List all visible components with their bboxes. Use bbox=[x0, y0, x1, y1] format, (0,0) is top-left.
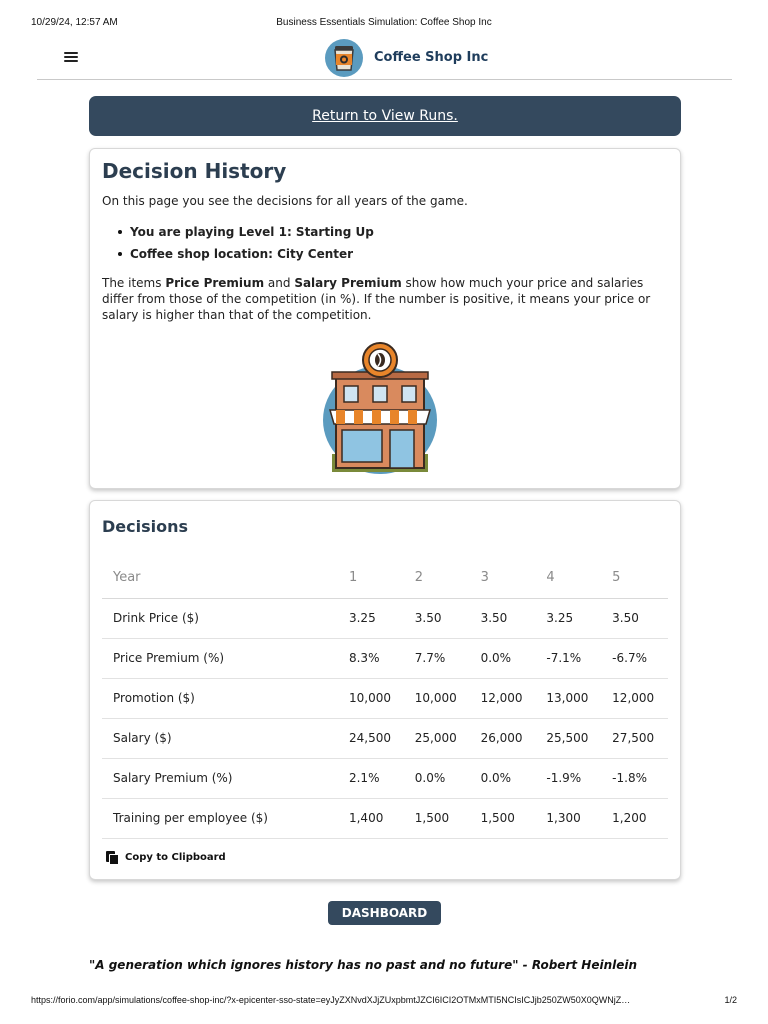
table-cell: Salary ($) bbox=[102, 718, 339, 758]
print-title: Business Essentials Simulation: Coffee Shop Inc bbox=[276, 17, 492, 28]
table-cell: 1,300 bbox=[536, 798, 602, 838]
column-header: 2 bbox=[405, 558, 471, 598]
decisions-table bbox=[102, 558, 668, 839]
table-cell: 25,000 bbox=[405, 718, 471, 758]
table-cell: 1,200 bbox=[602, 798, 668, 838]
table-row bbox=[102, 718, 668, 758]
table-cell: 3.50 bbox=[602, 598, 668, 638]
table-cell: 0.0% bbox=[471, 758, 537, 798]
table-cell: 0.0% bbox=[471, 638, 537, 678]
column-header: Year bbox=[102, 558, 339, 598]
salary-premium-term: Salary Premium bbox=[294, 276, 402, 290]
copy-to-clipboard-button[interactable] bbox=[106, 851, 236, 865]
level-info: You are playing Level 1: Starting Up bbox=[112, 221, 668, 243]
table-cell: -6.7% bbox=[602, 638, 668, 678]
table-cell: 3.25 bbox=[536, 598, 602, 638]
table-header-row bbox=[102, 558, 668, 598]
decisions-title: Decisions bbox=[102, 517, 189, 536]
app-topbar bbox=[37, 34, 732, 80]
table-cell: 27,500 bbox=[602, 718, 668, 758]
price-premium-term: Price Premium bbox=[165, 276, 265, 290]
table-cell: -1.8% bbox=[602, 758, 668, 798]
table-row bbox=[102, 678, 668, 718]
copy-icon bbox=[106, 851, 119, 865]
table-cell: -7.1% bbox=[536, 638, 602, 678]
table-cell: 25,500 bbox=[536, 718, 602, 758]
print-footer bbox=[31, 995, 737, 1009]
location-info: Coffee shop location: City Center bbox=[112, 243, 668, 265]
table-cell: 1,400 bbox=[339, 798, 405, 838]
column-header: 3 bbox=[471, 558, 537, 598]
table-cell: 7.7% bbox=[405, 638, 471, 678]
table-row bbox=[102, 758, 668, 798]
table-cell: 0.0% bbox=[405, 758, 471, 798]
table-cell: 12,000 bbox=[602, 678, 668, 718]
table-cell: Salary Premium (%) bbox=[102, 758, 339, 798]
decisions-card bbox=[89, 500, 681, 880]
table-cell: 8.3% bbox=[339, 638, 405, 678]
history-intro: On this page you see the decisions for all years of the game. bbox=[102, 194, 468, 208]
table-row bbox=[102, 598, 668, 638]
decision-history-card bbox=[89, 148, 681, 489]
coffee-cup-logo-icon bbox=[324, 37, 364, 77]
print-date: 10/29/24, 12:57 AM bbox=[31, 17, 118, 28]
table-cell: Promotion ($) bbox=[102, 678, 339, 718]
table-cell: 3.25 bbox=[339, 598, 405, 638]
table-cell: 13,000 bbox=[536, 678, 602, 718]
print-header bbox=[31, 17, 737, 31]
table-cell: 3.50 bbox=[471, 598, 537, 638]
explain-text: and bbox=[264, 276, 295, 290]
column-header: 4 bbox=[536, 558, 602, 598]
table-cell: 1,500 bbox=[405, 798, 471, 838]
page-title: Decision History bbox=[102, 159, 287, 183]
table-cell: Drink Price ($) bbox=[102, 598, 339, 638]
premium-explanation bbox=[102, 275, 668, 323]
column-header: 1 bbox=[339, 558, 405, 598]
print-page-number: 1/2 bbox=[724, 995, 737, 1005]
table-row bbox=[102, 638, 668, 678]
table-cell: Training per employee ($) bbox=[102, 798, 339, 838]
table-row bbox=[102, 798, 668, 838]
brand[interactable] bbox=[324, 37, 488, 77]
print-url: https://forio.com/app/simulations/coffee-shop-inc/?x-epicenter-sso-state=eyJyZXNvdXJjZUxpbmtJZCI6ICI2OTMxMTI5NCIsICJjb250ZW50X0QWNjZ… bbox=[31, 995, 631, 1005]
table-cell: 1,500 bbox=[471, 798, 537, 838]
return-to-view-runs-link[interactable]: Return to View Runs. bbox=[312, 108, 458, 124]
dashboard-button[interactable]: DASHBOARD bbox=[328, 901, 441, 925]
table-cell: 10,000 bbox=[339, 678, 405, 718]
copy-label: Copy to Clipboard bbox=[125, 852, 226, 863]
table-cell: 12,000 bbox=[471, 678, 537, 718]
table-cell: -1.9% bbox=[536, 758, 602, 798]
brand-name: Coffee Shop Inc bbox=[374, 49, 489, 65]
table-cell: 10,000 bbox=[405, 678, 471, 718]
table-cell: 2.1% bbox=[339, 758, 405, 798]
explain-text: show how much your price and salaries differ from those of the competition (in %). If the number is positive, it means your price or salary is higher than that of the competition. bbox=[102, 276, 651, 322]
game-info-list bbox=[112, 221, 668, 265]
table-cell: 3.50 bbox=[405, 598, 471, 638]
column-header: 5 bbox=[602, 558, 668, 598]
table-cell: Price Premium (%) bbox=[102, 638, 339, 678]
return-banner bbox=[89, 96, 681, 136]
table-cell: 26,000 bbox=[471, 718, 537, 758]
table-cell: 24,500 bbox=[339, 718, 405, 758]
coffee-shop-illustration bbox=[316, 342, 444, 478]
explain-text: The items bbox=[102, 276, 166, 290]
quote: "A generation which ignores history has no past and no future" - Robert Heinlein bbox=[89, 958, 638, 972]
hamburger-icon[interactable] bbox=[63, 50, 79, 64]
